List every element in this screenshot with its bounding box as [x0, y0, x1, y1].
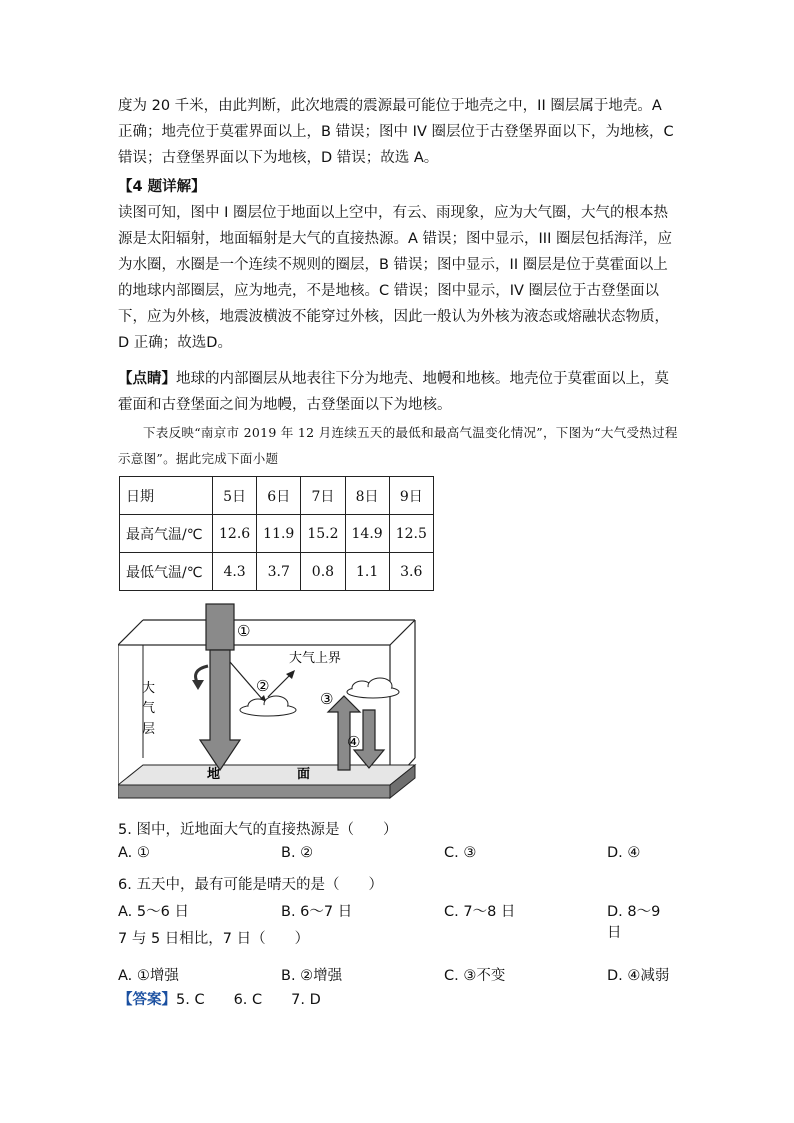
material-intro: 下表反映“南京市 2019 年 12 月连续五天的最低和最高气温变化情况”，下图为“大气受热过程示意图”。据此完成下面小题	[118, 425, 678, 466]
layer-label-char: 气	[142, 701, 156, 716]
option-b: B. ②增强	[281, 968, 343, 984]
atmosphere-heating-diagram	[118, 600, 418, 805]
ground-label-char: 地	[207, 767, 221, 782]
marker-3: ③	[320, 690, 334, 708]
table-cell: 12.5	[389, 515, 433, 553]
table-cell: 11.9	[257, 515, 301, 553]
dianjing-paragraph	[118, 366, 678, 418]
question-7-stem: 7 与 5 日相比，7 日（ ）	[118, 931, 310, 947]
question-6-stem: 6. 五天中，最有可能是晴天的是（ ）	[118, 877, 383, 893]
question-5-stem: 5. 图中，近地面大气的直接热源是（ ）	[118, 822, 398, 838]
layer-label-char: 层	[142, 722, 156, 737]
ground-label-char: 面	[297, 767, 311, 782]
table-cell: 3.7	[257, 553, 301, 591]
marker-1: ①	[237, 622, 251, 640]
explanation-paragraph-3: 度为 20 千米，由此判断，此次地震的震源最可能位于地壳之中，II 圈层属于地壳。A 正确；地壳位于莫霍界面以上，B 错误；图中 IV 圈层位于古登堡界面以下，为地核，C 错误；古登堡界面以下为地核，D 错误；故选 A。	[118, 98, 674, 166]
table-row-max	[120, 515, 434, 553]
marker-2: ②	[256, 677, 270, 695]
option-c: C. ③不变	[444, 968, 506, 984]
ground-layer	[118, 765, 415, 798]
temperature-table	[119, 476, 434, 591]
dianjing-text: 地球的内部圈层从地表往下分为地壳、地幔和地核。地壳位于莫霍面以上，莫霍面和古登堡面之间为地幔，古登堡面以下为地核。	[118, 371, 669, 413]
table-cell: 0.8	[301, 553, 345, 591]
table-header-cell: 9日	[389, 477, 433, 515]
cloud-icon	[240, 696, 296, 716]
option-b: B. 6～7 日	[281, 904, 353, 920]
dianjing-label: 【点睛】	[118, 371, 176, 387]
option-d: D. ④减弱	[607, 968, 670, 984]
option-c: C. 7～8 日	[444, 904, 516, 920]
table-cell: 1.1	[345, 553, 389, 591]
table-cell: 4.3	[213, 553, 257, 591]
table-row-min	[120, 553, 434, 591]
cloud-icon	[347, 678, 399, 698]
heading-question-4: 【4 题详解】	[118, 179, 206, 195]
option-b: B. ②	[281, 845, 314, 861]
option-a: A. 5～6 日	[118, 904, 189, 920]
table-row-label: 最低气温/℃	[120, 553, 213, 591]
option-d: D. 8～9 日	[607, 904, 661, 941]
table-cell: 12.6	[213, 515, 257, 553]
table-row-label: 最高气温/℃	[120, 515, 213, 553]
question-7-options	[118, 964, 678, 988]
layer-label-char: 大	[142, 681, 156, 696]
table-header-cell: 6日	[257, 477, 301, 515]
explanation-paragraph-4: 读图可知，图中 I 圈层位于地面以上空中，有云、雨现象，应为大气圈，大气的根本热源是太阳辐射，地面辐射是大气的直接热源。A 错误；图中显示，III 圈层包括海洋，应为水圈，水圈是一个连续不规则的圈层，B 错误；图中显示，II 圈层是位于莫霍面以上的地球内部圈层，应为地壳，不是地核。C 错误；图中显示，IV 圈层位于古登堡面以下，应为外核，地震波横波不能穿过外核，因此一般认为外核为液态或熔融状态物质，D 正确；故选D。	[118, 205, 672, 351]
table-header-cell: 7日	[301, 477, 345, 515]
answer-text: 5. C 6. C 7. D	[176, 992, 321, 1008]
table-header-row	[120, 477, 434, 515]
answer-label: 【答案】	[118, 992, 176, 1008]
option-d: D. ④	[607, 845, 641, 861]
reflection-arrowhead	[192, 680, 204, 690]
upper-boundary-label: 大气上界	[289, 651, 342, 666]
table-cell: 14.9	[345, 515, 389, 553]
solar-radiation-arrow	[200, 604, 240, 770]
option-a: A. ①	[118, 845, 150, 861]
option-c: C. ③	[444, 845, 477, 861]
question-5-options	[118, 845, 678, 869]
table-header-cell: 日期	[120, 477, 213, 515]
table-header-cell: 8日	[345, 477, 389, 515]
table-header-cell: 5日	[213, 477, 257, 515]
table-cell: 15.2	[301, 515, 345, 553]
option-a: A. ①增强	[118, 968, 179, 984]
answer-line	[118, 988, 321, 1009]
table-cell: 3.6	[389, 553, 433, 591]
marker-4: ④	[347, 733, 361, 751]
